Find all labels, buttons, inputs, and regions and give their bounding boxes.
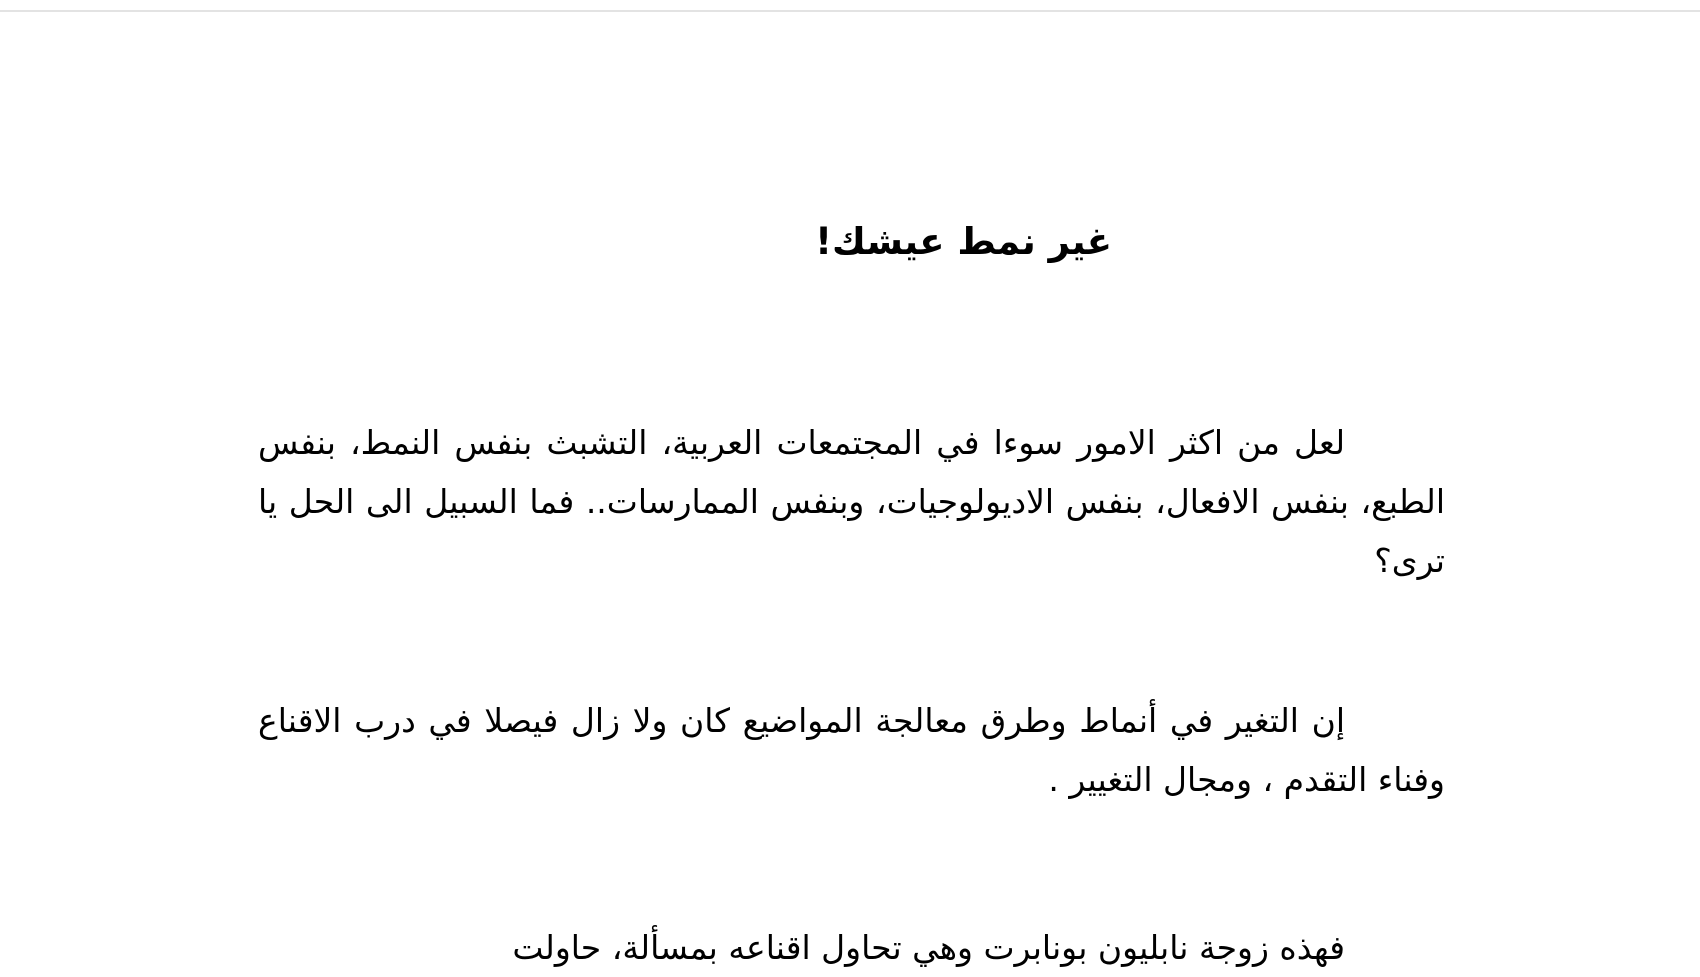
paragraph-1: [258, 413, 1445, 590]
paragraph-3-text: فهذه زوجة نابليون بونابرت وهي تحاول اقناعه بمسألة، حاولت: [512, 928, 1345, 967]
paragraph-1-text: لعل من اكثر الامور سوءا في المجتمعات العربية، التشبث بنفس النمط، بنفس الطبع، بنفس الافعال، بنفس الاديولوجيات، وبنفس الممارسات.. فما السبيل الى الحل يا ترى؟: [258, 423, 1445, 580]
paragraph-2-text: إن التغير في أنماط وطرق معالجة المواضيع كان ولا زال فيصلا في درب الاقناع وفناء التقدم ، ومجال التغيير .: [258, 701, 1445, 799]
paragraph-3: [258, 918, 1445, 977]
document-title: غير نمط عيشك!: [815, 220, 1112, 263]
paragraph-2: [258, 691, 1445, 809]
